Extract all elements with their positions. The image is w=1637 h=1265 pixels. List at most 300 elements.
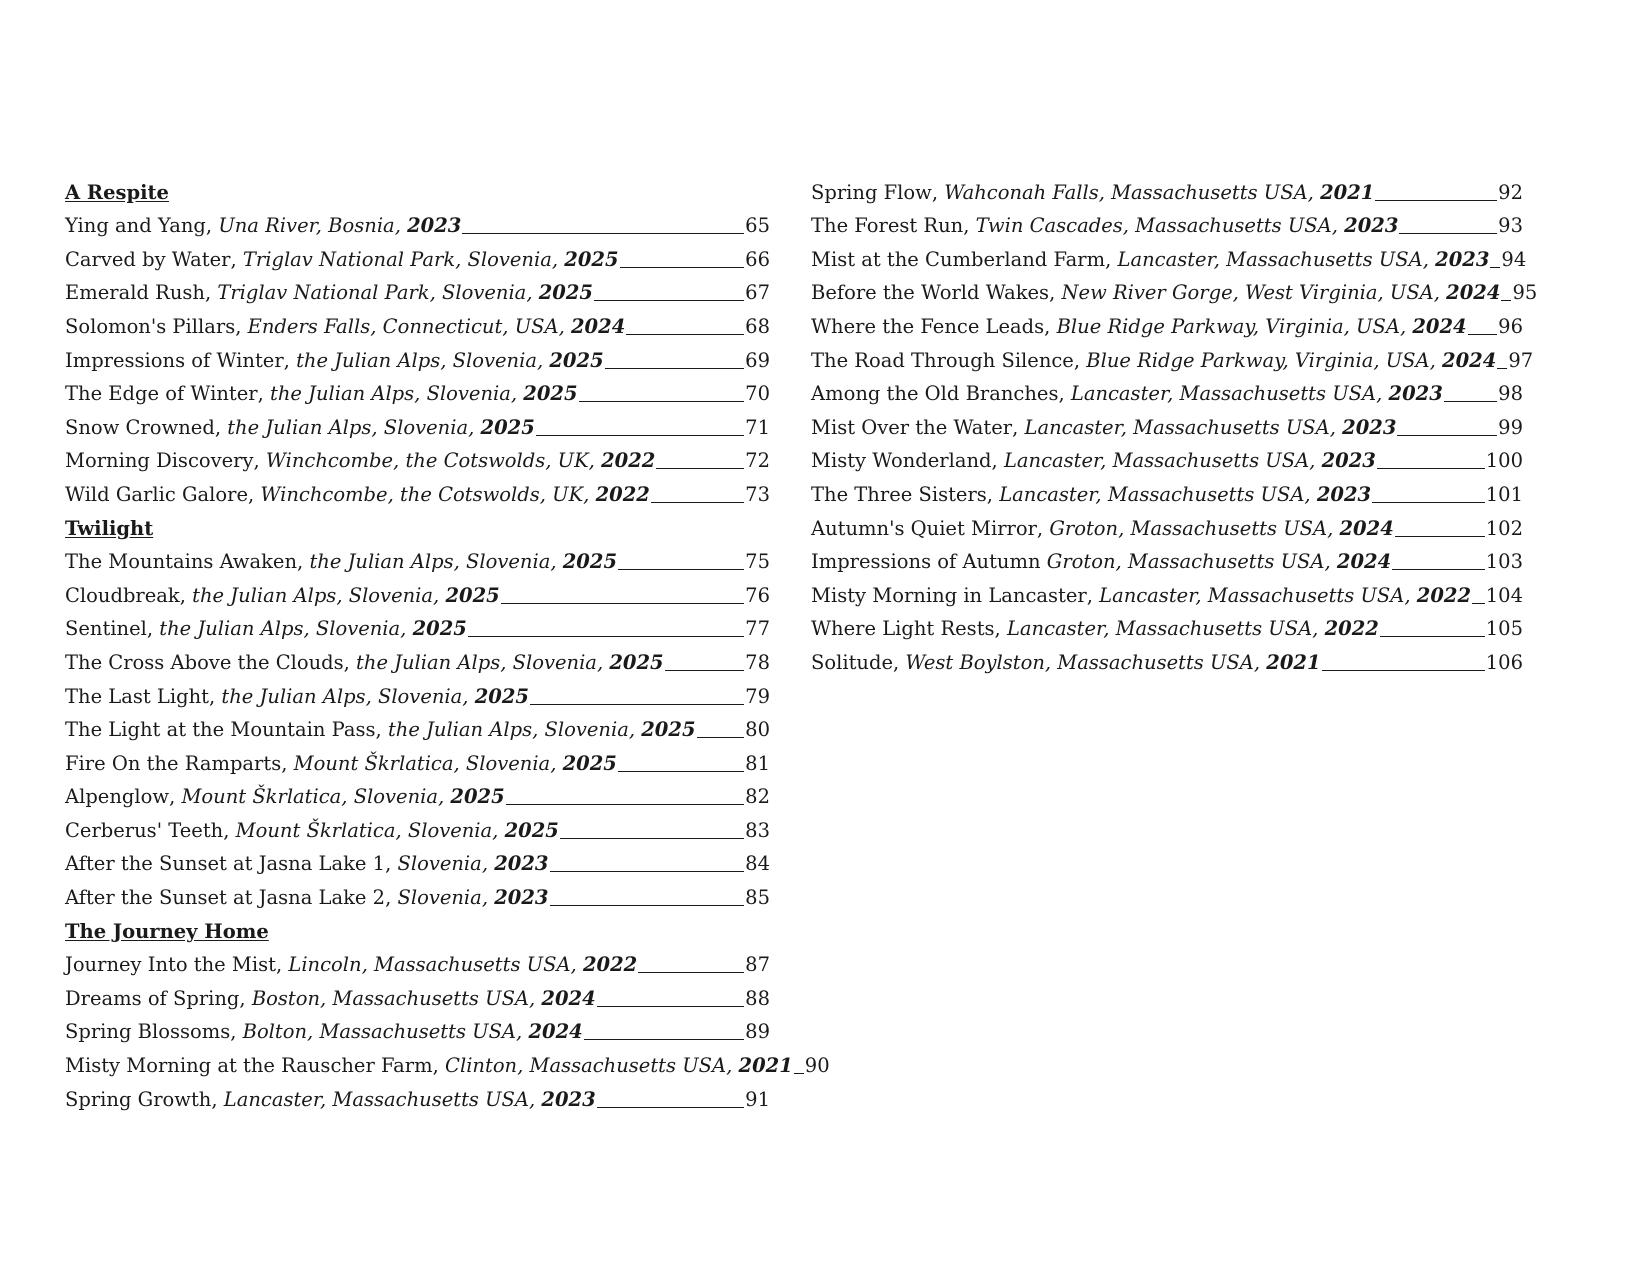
entry-title: The Cross Above the Clouds: [65, 650, 344, 674]
entry-title: Impressions of Winter: [65, 348, 284, 372]
leader-line: [468, 636, 744, 637]
entry-comma: ,: [1327, 516, 1340, 540]
entry-location: Blue Ridge Parkway, Virginia, USA: [1056, 314, 1400, 338]
toc-entry: [65, 544, 770, 578]
entry-comma: ,: [596, 650, 610, 674]
entry-year: 2023: [407, 214, 462, 238]
entry-title: Journey Into the Mist: [65, 953, 276, 977]
entry-page-number: 89: [745, 1020, 770, 1044]
entry-title: Morning Discovery: [65, 449, 254, 473]
entry-page-number: 102: [1485, 516, 1523, 540]
toc-entry: [65, 443, 770, 477]
entry-separator: ,: [205, 214, 219, 238]
toc-entry: [811, 510, 1523, 544]
entry-year: 2025: [562, 550, 618, 574]
entry-comma: ,: [516, 1020, 529, 1044]
entry-page-number: 100: [1485, 449, 1523, 473]
entry-page-number: 90: [804, 1054, 830, 1078]
toc-entry: [811, 342, 1534, 376]
toc-entry: [811, 275, 1538, 309]
toc-entry: [65, 208, 770, 242]
entry-title: Sentinel: [65, 617, 147, 641]
toc-entry: [811, 476, 1523, 510]
entry-separator: ,: [1044, 314, 1057, 338]
entry-separator: ,: [253, 449, 266, 473]
entry-page-number: 75: [745, 550, 770, 574]
entry-title: Fire On the Ramparts: [65, 751, 282, 775]
entry-location: Lancaster, Massachusetts USA: [223, 1087, 529, 1111]
entry-location: Mount Škrlatica, Slovenia: [235, 818, 493, 842]
toc-entry: [65, 980, 770, 1014]
entry-comma: ,: [570, 953, 583, 977]
entry-title: Alpenglow: [65, 785, 170, 809]
entry-page-number: 94: [1501, 247, 1527, 271]
leader-line: [530, 704, 744, 705]
toc-entry: [65, 712, 770, 746]
entry-year: 2025: [474, 684, 529, 708]
toc-entry: [811, 409, 1523, 443]
entry-location: Mount Škrlatica, Slovenia: [293, 751, 551, 775]
entry-page-number: 97: [1508, 348, 1534, 372]
leader-line: [638, 972, 744, 973]
entry-separator: ,: [1105, 247, 1118, 271]
entry-title: Misty Morning in Lancaster: [811, 583, 1087, 607]
entry-page-number: 99: [1498, 415, 1523, 439]
leader-line: [1468, 334, 1498, 335]
entry-year: 2025: [445, 583, 500, 607]
entry-page-number: 95: [1512, 281, 1538, 305]
entry-page-number: 104: [1485, 583, 1523, 607]
entry-year: 2022: [1416, 583, 1472, 607]
leader-line: [1397, 435, 1497, 436]
entry-title: Carved by Water: [65, 247, 231, 271]
toc-entry: [811, 241, 1527, 275]
entry-separator: ,: [283, 348, 297, 372]
leader-line: [1444, 401, 1497, 402]
entry-year: 2024: [1412, 314, 1467, 338]
entry-separator: ,: [963, 214, 976, 238]
entry-year: 2022: [1324, 617, 1379, 641]
entry-year: 2024: [1442, 348, 1497, 372]
entry-year: 2025: [480, 415, 535, 439]
entry-year: 2023: [1321, 449, 1376, 473]
entry-title: Autumn's Quiet Mirror: [811, 516, 1037, 540]
entry-comma: ,: [583, 482, 596, 506]
leader-line: [1377, 468, 1485, 469]
entry-comma: ,: [1329, 415, 1343, 439]
section-heading-text: The Journey Home: [65, 919, 269, 943]
entry-title: The Last Light: [65, 684, 209, 708]
leader-line: [1501, 300, 1511, 301]
entry-title: The Mountains Awaken: [65, 550, 298, 574]
toc-entry: [65, 1014, 770, 1048]
entry-comma: ,: [1253, 650, 1267, 674]
entry-page-number: 68: [745, 314, 770, 338]
entry-year: 2025: [564, 247, 619, 271]
leader-line: [656, 468, 744, 469]
toc-entry: [65, 947, 770, 981]
toc-entry: [65, 476, 770, 510]
entry-page-number: 81: [745, 751, 770, 775]
entry-location: Clinton, Massachusetts USA: [445, 1054, 727, 1078]
leader-line: [501, 603, 744, 604]
entry-location: Lancaster, Massachusetts USA: [1099, 583, 1405, 607]
entry-page-number: 78: [745, 650, 770, 674]
entry-comma: ,: [550, 751, 563, 775]
entry-title: Spring Blossoms: [65, 1020, 231, 1044]
toc-entry: [65, 611, 770, 645]
entry-comma: ,: [1307, 180, 1321, 204]
entry-comma: ,: [1422, 247, 1436, 271]
entry-separator: ,: [239, 986, 252, 1010]
entry-separator: ,: [1086, 583, 1100, 607]
entry-year: 2023: [541, 1087, 596, 1111]
entry-year: 2022: [582, 953, 638, 977]
leader-line: [1399, 233, 1497, 234]
leader-line: [550, 905, 745, 906]
entry-separator: ,: [1058, 382, 1071, 406]
entry-location: Slovenia: [397, 852, 482, 876]
toc-entry: [65, 779, 770, 813]
entry-separator: ,: [169, 785, 182, 809]
entry-year: 2024: [541, 986, 596, 1010]
entry-year: 2021: [738, 1054, 793, 1078]
entry-year: 2025: [641, 718, 696, 742]
entry-page-number: 103: [1485, 550, 1523, 574]
entry-title: The Edge of Winter: [65, 382, 258, 406]
entry-year: 2025: [504, 818, 559, 842]
entry-page-number: 76: [745, 583, 770, 607]
entry-title: Spring Growth: [65, 1087, 212, 1111]
entry-year: 2023: [1435, 247, 1490, 271]
entry-location: Triglav National Park, Slovenia: [242, 247, 552, 271]
entry-comma: ,: [510, 382, 524, 406]
entry-separator: ,: [146, 617, 160, 641]
entry-year: 2024: [1336, 550, 1392, 574]
entry-year: 2023: [1342, 415, 1397, 439]
entry-year: 2023: [1344, 214, 1399, 238]
entry-location: Wahconah Falls, Massachusetts USA: [944, 180, 1308, 204]
entry-title: Misty Morning at the Rauscher Farm: [65, 1054, 433, 1078]
entry-comma: ,: [526, 281, 539, 305]
entry-page-number: 98: [1498, 382, 1523, 406]
entry-title: Dreams of Spring: [65, 986, 240, 1010]
entry-location: Boston, Massachusetts USA: [251, 986, 530, 1010]
entry-comma: ,: [1376, 382, 1389, 406]
entry-separator: ,: [1036, 516, 1050, 540]
entry-separator: ,: [343, 650, 357, 674]
section-heading-text: A Respite: [65, 180, 169, 204]
toc-entry: [811, 174, 1523, 208]
toc-entry: [65, 241, 770, 275]
entry-comma: ,: [492, 818, 505, 842]
toc-entry: [65, 275, 770, 309]
entry-page-number: 87: [745, 953, 770, 977]
entry-title: Snow Crowned: [65, 415, 215, 439]
entry-page-number: 106: [1485, 650, 1523, 674]
entry-title: After the Sunset at Jasna Lake 1: [65, 852, 386, 876]
entry-separator: ,: [281, 751, 294, 775]
entry-comma: ,: [1324, 550, 1337, 574]
entry-comma: ,: [1309, 449, 1322, 473]
entry-year: 2025: [549, 348, 604, 372]
entry-title: Spring Flow: [811, 180, 932, 204]
entry-page-number: 91: [745, 1087, 770, 1111]
leader-line: [1497, 368, 1507, 369]
entry-page-number: 105: [1485, 617, 1523, 641]
toc-entry: [65, 879, 770, 913]
entry-location: West Boylston, Massachusetts USA: [905, 650, 1254, 674]
entry-comma: ,: [394, 214, 408, 238]
toc-entry: [65, 745, 770, 779]
entry-separator: ,: [275, 953, 289, 977]
entry-separator: ,: [230, 247, 243, 271]
leader-line: [1375, 200, 1497, 201]
entry-title: Mist Over the Water: [811, 415, 1013, 439]
entry-title: Misty Wonderland: [811, 449, 992, 473]
entry-title: Impressions of Autumn: [811, 550, 1041, 574]
leader-line: [584, 1039, 744, 1040]
entry-comma: ,: [550, 550, 563, 574]
entry-location: Groton, Massachusetts USA: [1049, 516, 1328, 540]
entry-separator: ,: [208, 684, 222, 708]
entry-year: 2024: [528, 1020, 583, 1044]
entry-separator: ,: [432, 1054, 446, 1078]
entry-separator: ,: [230, 1020, 243, 1044]
section-heading-twilight: [65, 510, 770, 544]
entry-page-number: 69: [745, 348, 770, 372]
entry-comma: ,: [558, 314, 571, 338]
leader-line: [1322, 670, 1485, 671]
entry-separator: ,: [179, 583, 193, 607]
leader-line: [579, 401, 745, 402]
entry-separator: ,: [986, 482, 1000, 506]
entry-location: the Julian Alps, Slovenia: [227, 415, 469, 439]
entry-year: 2021: [1320, 180, 1375, 204]
toc-entry: [65, 409, 770, 443]
leader-line: [560, 838, 744, 839]
leader-line: [1490, 267, 1500, 268]
entry-year: 2022: [601, 449, 656, 473]
entry-comma: ,: [481, 852, 495, 876]
toc-entry: [811, 443, 1523, 477]
entry-comma: ,: [400, 617, 413, 641]
entry-year: 2024: [1339, 516, 1394, 540]
toc-entry: [65, 644, 770, 678]
leader-line: [618, 771, 744, 772]
entry-location: the Julian Alps, Slovenia: [221, 684, 463, 708]
entry-page-number: 73: [745, 482, 770, 506]
entry-location: New River Gorge, West Virginia, USA: [1061, 281, 1434, 305]
section-heading-a-respite: [65, 174, 770, 208]
toc-entry: [811, 208, 1523, 242]
entry-location: Una River, Bosnia: [218, 214, 395, 238]
entry-comma: ,: [529, 986, 542, 1010]
entry-page-number: 71: [745, 415, 770, 439]
entry-location: Enders Falls, Connecticut, USA: [247, 314, 559, 338]
leader-line: [620, 267, 745, 268]
entry-year: 2025: [412, 617, 467, 641]
entry-year: 2023: [1316, 482, 1372, 506]
entry-comma: ,: [551, 247, 565, 271]
entry-comma: ,: [536, 348, 550, 372]
toc-entry: [811, 376, 1523, 410]
entry-page-number: 83: [745, 818, 770, 842]
entry-title: Emerald Rush: [65, 281, 205, 305]
entry-year: 2025: [538, 281, 593, 305]
entry-location: Lincoln, Massachusetts USA: [288, 953, 571, 977]
entry-title: The Forest Run: [811, 214, 964, 238]
entry-year: 2023: [1388, 382, 1443, 406]
leader-line: [536, 435, 744, 436]
entry-location: Lancaster, Massachusetts USA: [1117, 247, 1423, 271]
leader-line: [794, 1073, 804, 1074]
leader-line: [618, 569, 744, 570]
entry-page-number: 84: [745, 852, 770, 876]
toc-left-column: [65, 174, 830, 1115]
leader-line: [462, 233, 744, 234]
entry-comma: ,: [433, 583, 446, 607]
leader-line: [1380, 636, 1485, 637]
entry-location: Winchcombe, the Cotswolds, UK: [265, 449, 589, 473]
entry-comma: ,: [1433, 281, 1447, 305]
entry-page-number: 96: [1498, 314, 1523, 338]
entry-separator: ,: [214, 415, 228, 439]
entry-separator: ,: [1073, 348, 1087, 372]
entry-title: Before the World Wakes: [811, 281, 1050, 305]
entry-page-number: 85: [745, 886, 770, 910]
entry-location: Bolton, Massachusetts USA: [242, 1020, 517, 1044]
leader-line: [1395, 536, 1485, 537]
entry-comma: ,: [462, 684, 475, 708]
entry-location: Twin Cascades, Massachusetts USA: [975, 214, 1332, 238]
entry-separator: ,: [1049, 281, 1062, 305]
entry-location: Winchcombe, the Cotswolds, UK: [260, 482, 584, 506]
entry-year: 2025: [523, 382, 578, 406]
entry-separator: ,: [385, 886, 398, 910]
leader-line: [594, 300, 744, 301]
entry-separator: ,: [931, 180, 945, 204]
entry-location: Mount Škrlatica, Slovenia: [181, 785, 439, 809]
entry-separator: ,: [1012, 415, 1025, 439]
toc-entry: [811, 308, 1523, 342]
entry-location: the Julian Alps, Slovenia: [159, 617, 401, 641]
entry-page-number: 93: [1498, 214, 1523, 238]
entry-comma: ,: [1331, 214, 1345, 238]
entry-title: Mist at the Cumberland Farm: [811, 247, 1106, 271]
entry-year: 2025: [609, 650, 664, 674]
section-heading-text: Twilight: [65, 516, 154, 540]
entry-location: the Julian Alps, Slovenia: [356, 650, 597, 674]
entry-title: Solomon's Pillars: [65, 314, 236, 338]
entry-location: the Julian Alps, Slovenia: [309, 550, 551, 574]
leader-line: [665, 670, 745, 671]
entry-location: Groton, Massachusetts USA: [1046, 550, 1325, 574]
entry-separator: ,: [375, 718, 388, 742]
toc-entry: [65, 812, 770, 846]
entry-comma: ,: [1404, 583, 1417, 607]
leader-line: [506, 804, 744, 805]
entry-page-number: 82: [745, 785, 770, 809]
entry-separator: ,: [223, 818, 236, 842]
entry-page-number: 67: [745, 281, 770, 305]
leader-line: [1372, 502, 1485, 503]
entry-page-number: 66: [745, 247, 770, 271]
entry-title: Solitude: [811, 650, 893, 674]
entry-location: the Julian Alps, Slovenia: [296, 348, 537, 372]
entry-title: The Three Sisters: [811, 482, 987, 506]
entry-comma: ,: [481, 886, 495, 910]
entry-location: Lancaster, Massachusetts USA: [1003, 449, 1310, 473]
entry-year: 2023: [494, 886, 549, 910]
entry-separator: ,: [893, 650, 906, 674]
entry-year: 2022: [595, 482, 650, 506]
entry-location: Lancaster, Massachusetts USA: [999, 482, 1305, 506]
entry-location: Slovenia: [397, 886, 482, 910]
toc-entry: [65, 342, 770, 376]
entry-location: Triglav National Park, Slovenia: [217, 281, 527, 305]
entry-comma: ,: [628, 718, 642, 742]
leader-line: [1392, 569, 1485, 570]
leader-line: [597, 1006, 744, 1007]
entry-location: the Julian Alps, Slovenia: [270, 382, 511, 406]
entry-year: 2021: [1266, 650, 1321, 674]
entry-title: The Road Through Silence: [811, 348, 1074, 372]
entry-page-number: 72: [745, 449, 770, 473]
toc-entry: [811, 544, 1523, 578]
section-heading-the-journey-home: [65, 913, 770, 947]
entry-separator: ,: [211, 1087, 224, 1111]
entry-page-number: 92: [1498, 180, 1523, 204]
toc-entry: [65, 1081, 770, 1115]
leader-line: [697, 737, 745, 738]
toc-entry: [65, 577, 770, 611]
toc-entry: [811, 611, 1523, 645]
entry-page-number: 77: [745, 617, 770, 641]
entry-comma: ,: [1304, 482, 1317, 506]
entry-location: the Julian Alps, Slovenia: [387, 718, 629, 742]
leader-line: [597, 1107, 744, 1108]
entry-title: Cloudbreak: [65, 583, 180, 607]
entry-location: Lancaster, Massachusetts USA: [1070, 382, 1377, 406]
entry-comma: ,: [529, 1087, 542, 1111]
entry-separator: ,: [257, 382, 270, 406]
entry-year: 2025: [562, 751, 617, 775]
entry-year: 2024: [1446, 281, 1501, 305]
entry-title: After the Sunset at Jasna Lake 2: [65, 886, 386, 910]
toc-entry: [65, 376, 770, 410]
entry-comma: ,: [726, 1054, 739, 1078]
toc-entry: [811, 644, 1523, 678]
leader-line: [605, 368, 745, 369]
entry-comma: ,: [1399, 314, 1413, 338]
entry-year: 2025: [450, 785, 505, 809]
leader-line: [550, 871, 745, 872]
toc-entry: [65, 1047, 830, 1081]
entry-separator: ,: [385, 852, 398, 876]
entry-title: Among the Old Branches: [811, 382, 1059, 406]
entry-separator: ,: [235, 314, 248, 338]
entry-location: Lancaster, Massachusetts USA: [1024, 415, 1330, 439]
entry-comma: ,: [438, 785, 451, 809]
entry-title: Cerberus' Teeth: [65, 818, 224, 842]
entry-year: 2024: [570, 314, 626, 338]
entry-separator: ,: [248, 482, 261, 506]
entry-comma: ,: [588, 449, 602, 473]
entry-title: Where the Fence Leads: [811, 314, 1045, 338]
entry-year: 2023: [494, 852, 549, 876]
entry-comma: ,: [1312, 617, 1325, 641]
